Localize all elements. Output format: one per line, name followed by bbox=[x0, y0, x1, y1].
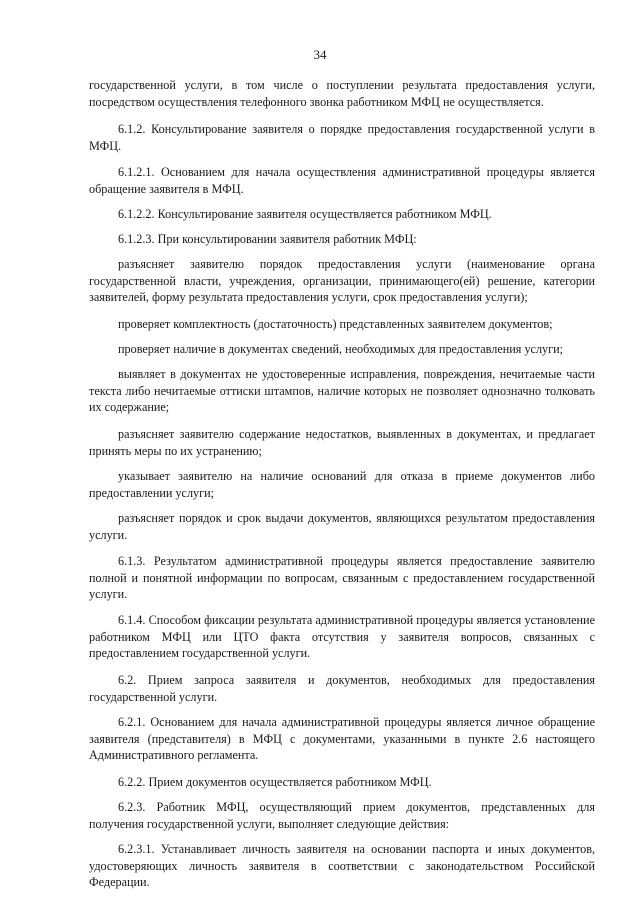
paragraph-6-1-2-2: 6.1.2.2. Консультирование заявителя осуществляется работником МФЦ. bbox=[118, 207, 492, 221]
list-item-refusal-grounds: указывает заявителю на наличие оснований для отказа в приеме документов либо предоставлении услуги; bbox=[89, 469, 595, 500]
list-item-issue-procedure: разъясняет порядок и срок выдачи документов, являющихся результатом предоставления услуги. bbox=[89, 511, 595, 542]
list-item-explains-procedure: разъясняет заявителю порядок предоставления услуги (наименование органа государственной власти, учреждения, организации, принимающего(ей) решение, категории заявителей, форму результата предоставления услуги, срок предоставления услуги); bbox=[89, 257, 595, 305]
paragraph-6-1-2: 6.1.2. Консультирование заявителя о порядке предоставления государственной услуги в МФЦ. bbox=[89, 122, 595, 153]
list-item-checks-information: проверяет наличие в документах сведений, необходимых для предоставления услуги; bbox=[118, 342, 564, 356]
paragraph-6-1-3: 6.1.3. Результатом административной процедуры является предоставление заявителю полной и понятной информации по вопросам, связанным с предоставлением государственной услуги. bbox=[89, 554, 595, 602]
paragraph-6-1-2-1: 6.1.2.1. Основанием для начала осуществления административной процедуры является обращение заявителя в МФЦ. bbox=[89, 165, 595, 196]
paragraph-continuation: государственной услуги, в том числе о поступлении результата предоставления услуги, посредством осуществления телефонного звонка работником МФЦ не осуществляется. bbox=[89, 78, 595, 109]
list-item-detects-corrections: выявляет в документах не удостоверенные исправления, повреждения, нечитаемые части текста либо нечитаемые оттиски штампов, наличие которых не позволяет однозначно толковать их содержание; bbox=[89, 367, 595, 415]
paragraph-6-2-3: 6.2.3. Работник МФЦ, осуществляющий прием документов, представленных для получения государственной услуги, выполняет следующие действия: bbox=[89, 800, 595, 831]
paragraph-6-2-2: 6.2.2. Прием документов осуществляется работником МФЦ. bbox=[118, 775, 432, 789]
paragraph-6-2: 6.2. Прием запроса заявителя и документов, необходимых для предоставления государственной услуги. bbox=[89, 673, 595, 704]
paragraph-6-2-1: 6.2.1. Основанием для начала административной процедуры является личное обращение заявителя (представителя) в МФЦ с документами, указанными в пункте 2.6 настоящего Административного регламента. bbox=[89, 715, 595, 763]
page-number: 34 bbox=[313, 47, 327, 62]
paragraph-6-1-4: 6.1.4. Способом фиксации результата административной процедуры является установление работником МФЦ или ЦТО факта отсутствия у заявителя вопросов, связанных с предоставлением государственной услуги. bbox=[89, 613, 595, 661]
list-item-checks-completeness: проверяет комплектность (достаточность) представленных заявителем документов; bbox=[118, 317, 553, 331]
paragraph-6-2-3-1: 6.2.3.1. Устанавливает личность заявителя на основании паспорта и иных документов, удостоверяющих личность заявителя в соответствии с законодательством Российской Федерации. bbox=[89, 842, 595, 890]
paragraph-6-1-2-3: 6.1.2.3. При консультировании заявителя работник МФЦ: bbox=[118, 232, 417, 246]
list-item-explains-deficiencies: разъясняет заявителю содержание недостатков, выявленных в документах, и предлагает принять меры по их устранению; bbox=[89, 427, 595, 458]
